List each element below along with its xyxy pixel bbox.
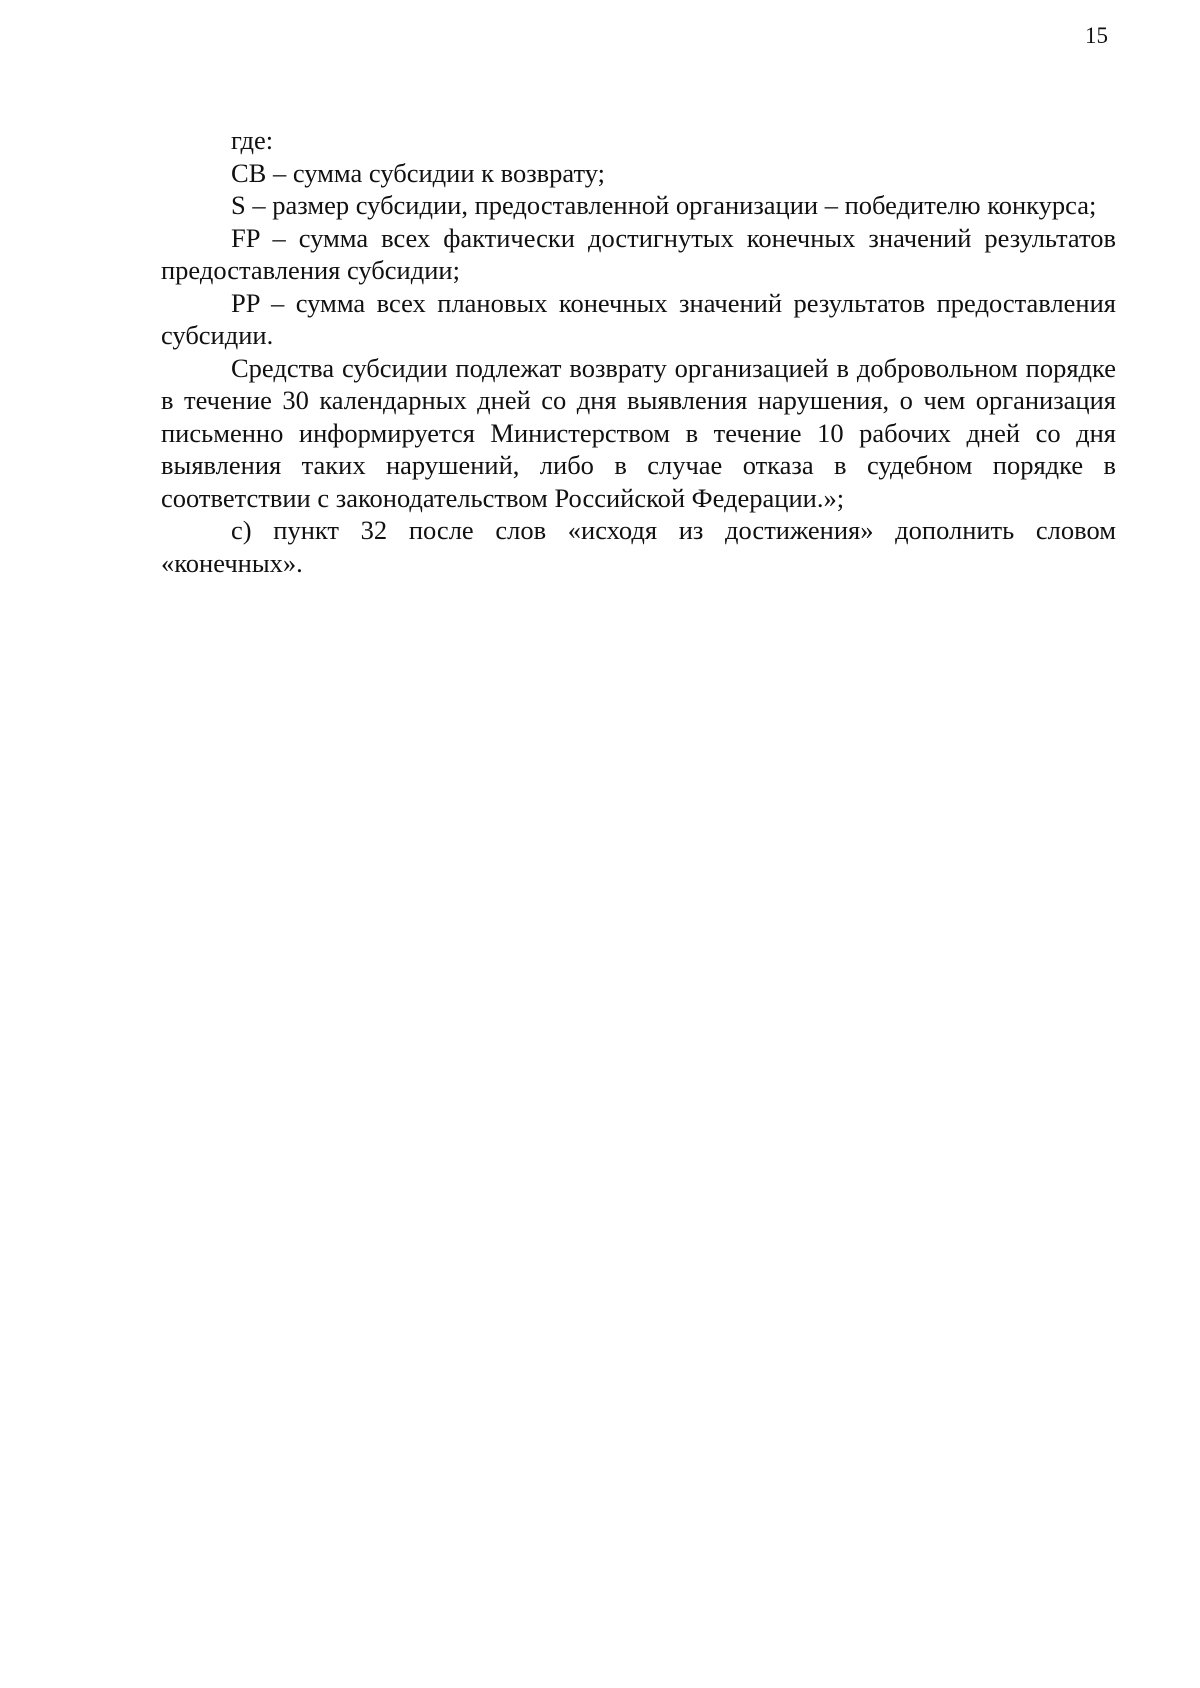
- document-body: [161, 124, 1116, 579]
- page-number: 15: [1085, 23, 1108, 48]
- paragraph-cb-definition: СВ – сумма субсидии к возврату;: [231, 157, 606, 188]
- paragraph-point-32-amendment: с) пункт 32 после слов «исходя из достижения» дополнить словом «конечных».: [161, 515, 1116, 578]
- paragraph-s-definition: S – размер субсидии, предоставленной организации – победителю конкурса;: [231, 190, 1097, 220]
- paragraph-refund-rules: Средства субсидии подлежат возврату организацией в добровольном порядке в течение 30 календарных дней со дня выявления нарушения, о чем организация письменно информируется Министерством в течение 10 рабочих дней со дня выявления таких нарушений, либо в случае отказа в судебном порядке в соответствии с законодательством Российской Федерации.»;: [161, 352, 1116, 513]
- paragraph-pp-definition: PP – сумма всех плановых конечных значений результатов предоставления субсидии.: [161, 287, 1116, 350]
- paragraph-fp-definition: FP – сумма всех фактически достигнутых конечных значений результатов предоставления субсидии;: [161, 222, 1116, 285]
- paragraph-where: где:: [231, 125, 274, 155]
